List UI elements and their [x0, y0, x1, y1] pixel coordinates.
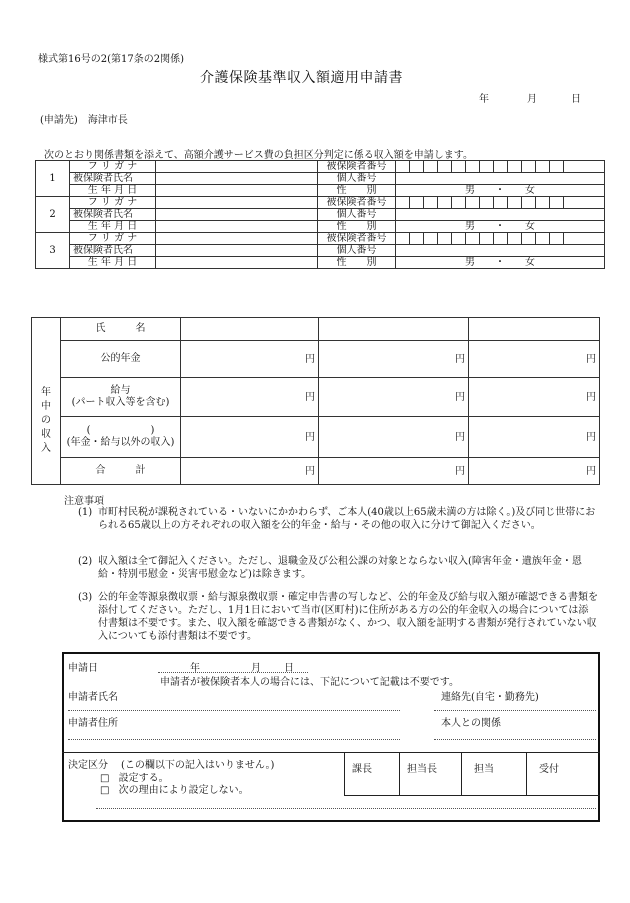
person-field-value[interactable]: [156, 161, 318, 173]
income-amount-cell[interactable]: 円: [469, 378, 600, 417]
insured-number-digit[interactable]: [410, 197, 424, 209]
persons-row: [36, 161, 605, 173]
income-amount-cell[interactable]: 円: [181, 417, 319, 458]
person-number: 1: [36, 161, 70, 197]
person-field-value[interactable]: [156, 221, 318, 233]
gender-field[interactable]: 男 ・ 女: [396, 185, 605, 197]
insured-number-digit[interactable]: [424, 161, 438, 173]
insured-number-digit[interactable]: [508, 233, 522, 245]
insured-number-digit[interactable]: [396, 161, 410, 173]
date-year: 年: [479, 94, 489, 105]
insured-number-digit[interactable]: [438, 197, 452, 209]
persons-row: [36, 221, 605, 233]
date-day: 日: [571, 94, 581, 105]
insured-number-digit[interactable]: [480, 197, 494, 209]
insured-number-digit[interactable]: [410, 233, 424, 245]
stamp-left-border: [344, 752, 345, 796]
income-name-cell[interactable]: [319, 318, 469, 341]
person-right-label: 性 別: [318, 221, 396, 233]
income-amount-cell[interactable]: 円: [469, 341, 600, 378]
person-field-label: 生 年 月 日: [70, 185, 156, 197]
person-field-label: 被保険者氏名: [70, 245, 156, 257]
person-field-label: 被保険者氏名: [70, 209, 156, 221]
stamp-uketsuke: 受付: [539, 764, 559, 775]
insured-number-digit[interactable]: [438, 233, 452, 245]
form-number: 様式第16号の2(第17条の2関係): [38, 54, 184, 65]
application-date-day: 日: [284, 663, 294, 674]
insured-number-digit[interactable]: [508, 161, 522, 173]
income-row-label: 公的年金: [61, 341, 181, 378]
decision-divider: [62, 752, 600, 753]
insured-number-digit[interactable]: [424, 197, 438, 209]
income-row-label: 氏 名: [61, 318, 181, 341]
income-row-label: 給与 (パート収入等を含む): [61, 378, 181, 417]
insured-number-digit[interactable]: [550, 197, 564, 209]
income-amount-cell[interactable]: 円: [319, 378, 469, 417]
personal-number-field[interactable]: [396, 209, 605, 221]
person-right-label: 被保険者番号: [318, 161, 396, 173]
person-field-label: フ リ ガ ナ: [70, 233, 156, 245]
insured-number-digit[interactable]: [536, 197, 550, 209]
contact-label: 連絡先(自宅・勤務先): [441, 692, 539, 703]
income-amount-cell[interactable]: 円: [181, 458, 319, 485]
note-1-text: 市町村民税が課税されている・いないにかかわらず、ご本人(40歳以上65歳未満の方は除く。)及び同じ世帯におられる65歳以上の方それぞれの収入額を公的年金・給与・その他の収入に分けて御記入ください。: [98, 507, 596, 531]
person-number: 3: [36, 233, 70, 269]
relation-label: 本人との関係: [441, 718, 501, 729]
income-row: [32, 318, 600, 341]
persons-row: [36, 245, 605, 257]
insured-number-digit[interactable]: [438, 161, 452, 173]
note-3: [78, 591, 598, 643]
income-amount-cell[interactable]: 円: [469, 417, 600, 458]
gender-field[interactable]: 男 ・ 女: [396, 257, 605, 269]
note-2: [78, 555, 598, 581]
person-right-label: 被保険者番号: [318, 233, 396, 245]
insured-number-digit[interactable]: [536, 233, 550, 245]
insured-number-digit[interactable]: [494, 197, 508, 209]
income-row: [32, 417, 600, 458]
person-right-label: 性 別: [318, 257, 396, 269]
income-side-label-char: 入: [41, 443, 51, 454]
decision-label: 決定区分: [68, 760, 108, 771]
person-field-value[interactable]: [156, 245, 318, 257]
income-amount-cell[interactable]: 円: [319, 341, 469, 378]
insured-number-digit[interactable]: [466, 197, 480, 209]
applicant-name-underline: [68, 710, 400, 711]
income-side-label-char: の: [41, 415, 51, 426]
applicant-address-label: 申請者住所: [68, 718, 118, 729]
person-field-value[interactable]: [156, 173, 318, 185]
insured-number-digit[interactable]: [480, 233, 494, 245]
persons-row: [36, 209, 605, 221]
person-right-label: 個人番号: [318, 209, 396, 221]
income-row: [32, 378, 600, 417]
decision-option-not-set: [100, 781, 249, 796]
stamp-tantocho: 担当長: [407, 764, 437, 775]
income-row-label: ( ) (年金・給与以外の収入): [61, 417, 181, 458]
person-right-label: 個人番号: [318, 173, 396, 185]
stamp-kacho: 課長: [352, 764, 372, 775]
insured-number-digit[interactable]: [452, 161, 466, 173]
insured-number-digit[interactable]: [522, 233, 536, 245]
option-not-set-label: 次の理由により設定しない。: [118, 785, 249, 796]
income-amount-cell[interactable]: 円: [181, 341, 319, 378]
income-amount-cell[interactable]: 円: [319, 458, 469, 485]
person-field-value[interactable]: [156, 185, 318, 197]
insured-number-digit[interactable]: [396, 197, 410, 209]
person-field-label: フ リ ガ ナ: [70, 197, 156, 209]
applicant-name-label: 申請者氏名: [68, 692, 118, 703]
person-field-label: 生 年 月 日: [70, 257, 156, 269]
income-side-label-char: 年: [41, 387, 51, 398]
insured-number-digit[interactable]: [480, 161, 494, 173]
note-1: [78, 506, 598, 532]
income-name-cell[interactable]: [469, 318, 600, 341]
page-title: 介護保険基準収入額適用申請書: [200, 70, 403, 86]
checkbox-set-icon[interactable]: □: [100, 773, 110, 784]
note-2-text: 収入額は全て御記入ください。ただし、退職金及び公租公課の対象とならない収入(障害年金・遺族年金・恩給・特別弔慰金・災害弔慰金など)は除きます。: [98, 556, 582, 580]
note-3-text: 公的年金等源泉徴収票・給与源泉徴収票・確定申告書の写しなど、公的年金及び給与収入額が確認できる書類を添付してください。ただし、1月1日において当市(区町村)に住所がある方の公的年金収入の場合については添付書類は不要です。また、収入額を確認できる書類がなく、かつ、収入額を証明する書類が発行されていない収入についても添付書類は不要です。: [98, 592, 598, 642]
persons-row: [36, 173, 605, 185]
income-table: [31, 317, 600, 485]
insured-number-digit[interactable]: [522, 197, 536, 209]
insured-number-digit[interactable]: [410, 161, 424, 173]
personal-number-field[interactable]: [396, 173, 605, 185]
insured-number-digit[interactable]: [452, 233, 466, 245]
decision-note: (この欄以下の記入はいりません。): [121, 760, 275, 771]
person-field-value[interactable]: [156, 257, 318, 269]
insured-number-digit[interactable]: [494, 161, 508, 173]
person-field-value[interactable]: [156, 197, 318, 209]
checkbox-not-set-icon[interactable]: □: [100, 785, 110, 796]
applicant-notice: 申請者が被保険者本人の場合には、下記について記載は不要です。: [160, 677, 459, 688]
income-name-cell[interactable]: [181, 318, 319, 341]
person-field-label: 生 年 月 日: [70, 221, 156, 233]
stamp-sep-3: [526, 752, 527, 796]
note-3-number: (3): [78, 592, 93, 603]
person-field-label: フ リ ガ ナ: [70, 161, 156, 173]
contact-underline: [434, 710, 596, 711]
income-side-label-char: 中: [41, 401, 51, 412]
person-field-value[interactable]: [156, 233, 318, 245]
application-date-year: 年: [190, 663, 200, 674]
income-row: [32, 458, 600, 485]
insured-number-digit[interactable]: [550, 161, 564, 173]
income-amount-cell[interactable]: 円: [181, 378, 319, 417]
insured-number-digit[interactable]: [494, 233, 508, 245]
person-right-label: 被保険者番号: [318, 197, 396, 209]
insured-number-digit[interactable]: [466, 233, 480, 245]
persons-row: [36, 185, 605, 197]
note-2-number: (2): [78, 556, 93, 567]
stamp-sep-2: [461, 752, 462, 796]
insured-number-digit[interactable]: [564, 161, 605, 173]
income-amount-cell[interactable]: 円: [469, 458, 600, 485]
gender-field[interactable]: 男 ・ 女: [396, 221, 605, 233]
income-amount-cell[interactable]: 円: [319, 417, 469, 458]
insured-number-digit[interactable]: [536, 161, 550, 173]
persons-row: [36, 233, 605, 245]
notes-heading: 注意事項: [64, 496, 104, 507]
addressee: (申請先) 海津市長: [40, 115, 128, 126]
person-field-label: 被保険者氏名: [70, 173, 156, 185]
option-set-label: 設定する。: [118, 773, 169, 784]
insured-number-digit[interactable]: [424, 233, 438, 245]
insured-number-digit[interactable]: [564, 197, 605, 209]
stamp-tanto: 担当: [474, 764, 494, 775]
persons-row: [36, 257, 605, 269]
stamp-bottom-border: [344, 795, 600, 796]
reason-underline: [96, 808, 596, 809]
income-row-label: 合 計: [61, 458, 181, 485]
applicant-address-underline: [68, 739, 400, 740]
person-right-label: 性 別: [318, 185, 396, 197]
insured-number-digit[interactable]: [466, 161, 480, 173]
application-date-month: 月: [251, 663, 261, 674]
income-side-label-char: 収: [41, 429, 51, 440]
date-month: 月: [527, 94, 537, 105]
person-number: 2: [36, 197, 70, 233]
insured-number-digit[interactable]: [522, 161, 536, 173]
application-date-label: 申請日: [68, 663, 98, 674]
note-1-number: (1): [78, 507, 93, 518]
insured-number-digit[interactable]: [396, 233, 410, 245]
persons-row: [36, 197, 605, 209]
personal-number-field[interactable]: [396, 245, 605, 257]
person-field-value[interactable]: [156, 209, 318, 221]
persons-table: [35, 160, 605, 269]
income-row: [32, 341, 600, 378]
relation-underline: [434, 739, 596, 740]
income-side-label: [32, 318, 61, 485]
person-right-label: 個人番号: [318, 245, 396, 257]
insured-number-digit[interactable]: [564, 233, 605, 245]
intro-text: 次のとおり関係書類を添えて、高額介護サービス費の負担区分判定に係る収入額を申請します。: [44, 150, 473, 161]
insured-number-digit[interactable]: [508, 197, 522, 209]
insured-number-digit[interactable]: [550, 233, 564, 245]
stamp-sep-1: [399, 752, 400, 796]
insured-number-digit[interactable]: [452, 197, 466, 209]
